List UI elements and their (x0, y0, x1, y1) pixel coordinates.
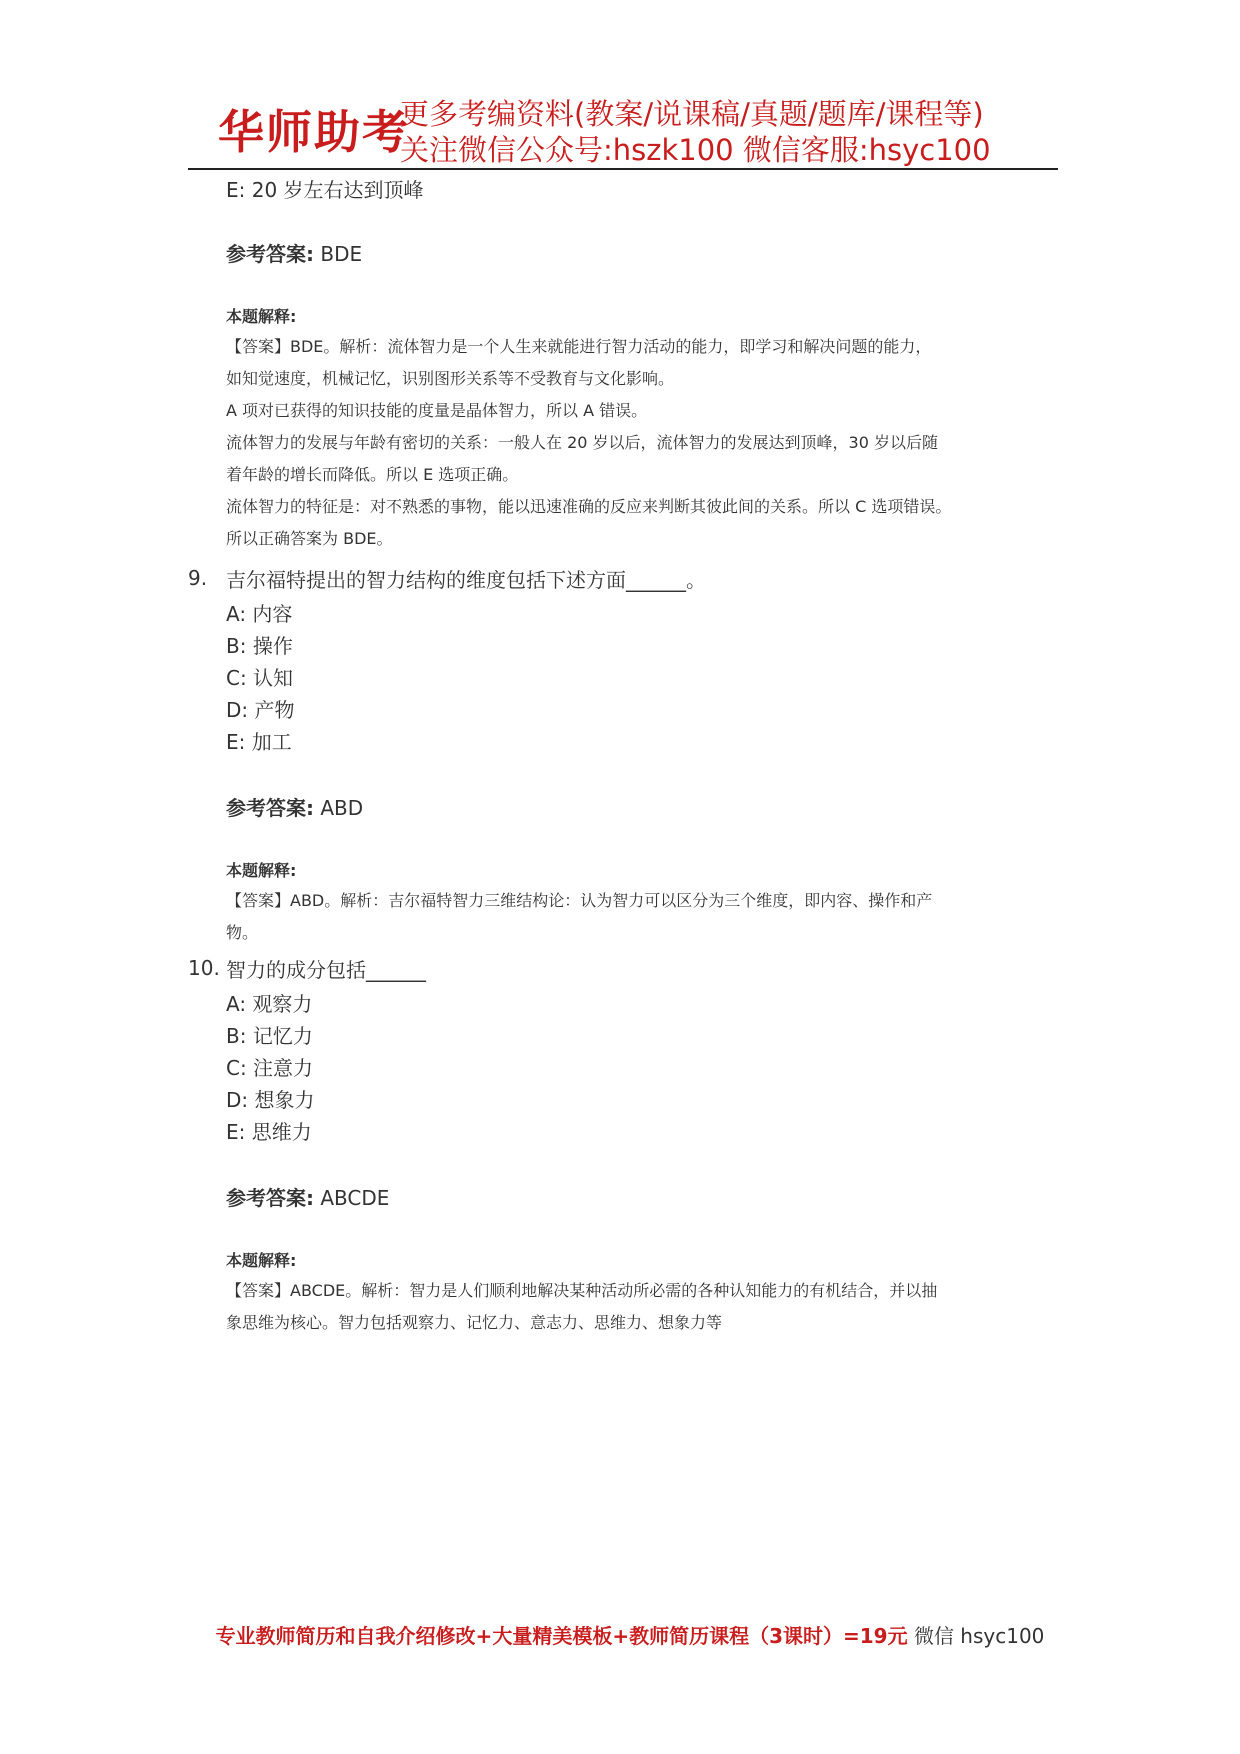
footer-contact: 微信 hsyc100 (907, 1624, 1045, 1648)
explanation-line: 流体智力的特征是：对不熟悉的事物，能以迅速准确的反应来判断其彼此间的关系。所以 C 选项错误。 (226, 497, 952, 516)
option-c: C: 注意力 (226, 1056, 314, 1080)
header-line-2: 关注微信公众号:hszk100 微信客服:hsyc100 (400, 133, 991, 167)
option-c: C: 认知 (226, 666, 294, 690)
explanation-line: 流体智力的发展与年龄有密切的关系：一般人在 20 岁以后，流体智力的发展达到顶峰，30 岁以后随 (226, 433, 938, 452)
option-d: D: 想象力 (226, 1088, 315, 1112)
option-a: A: 观察力 (226, 992, 313, 1016)
footer-promo-text: 专业教师简历和自我介绍修改+大量精美模板+教师简历课程（3课时）=19元 (215, 1624, 908, 1648)
reference-answer: 参考答案: ABD (226, 796, 364, 820)
option-e: E: 20 岁左右达到顶峰 (226, 178, 424, 202)
explanation-line: 【答案】ABCDE。解析：智力是人们顺利地解决某种活动所必需的各种认知能力的有机结合，并以抽 (226, 1281, 938, 1300)
option-b: B: 操作 (226, 634, 293, 658)
explanation-line: 如知觉速度，机械记忆，识别图形关系等不受教育与文化影响。 (226, 369, 675, 388)
explanation-title: 本题解释: (226, 861, 297, 880)
option-e: E: 思维力 (226, 1120, 312, 1144)
option-b: B: 记忆力 (226, 1024, 313, 1048)
explanation-title: 本题解释: (226, 1251, 297, 1270)
reference-answer: 参考答案: ABCDE (226, 1186, 390, 1210)
option-a: A: 内容 (226, 602, 293, 626)
explanation-line: 象思维为核心。智力包括观察力、记忆力、意志力、思维力、想象力等 (226, 1313, 723, 1332)
explanation-line: 所以正确答案为 BDE。 (226, 529, 393, 548)
footer-promo (190, 1620, 1070, 1649)
header-promo (400, 96, 991, 168)
page-header (190, 90, 1060, 170)
reference-answer: 参考答案: BDE (226, 242, 363, 266)
explanation-line: A 项对已获得的知识技能的度量是晶体智力，所以 A 错误。 (226, 401, 648, 420)
explanation-title: 本题解释: (226, 307, 297, 326)
header-line-1: 更多考编资料(教案/说课稿/真题/题库/课程等) (400, 97, 984, 131)
brand-logo: 华师助考 (218, 105, 410, 159)
option-d: D: 产物 (226, 698, 295, 722)
option-e: E: 加工 (226, 730, 292, 754)
header-divider (188, 168, 1058, 170)
explanation-line: 【答案】ABD。解析：吉尔福特智力三维结构论：认为智力可以区分为三个维度，即内容、操作和产 (226, 891, 933, 910)
explanation-line: 着年龄的增长而降低。所以 E 选项正确。 (226, 465, 519, 484)
explanation-line: 【答案】BDE。解析：流体智力是一个人生来就能进行智力活动的能力，即学习和解决问题的能力， (226, 337, 932, 356)
question-number: 9. (188, 566, 208, 590)
question-text: 智力的成分包括______ (226, 958, 426, 982)
question-text: 吉尔福特提出的智力结构的维度包括下述方面______。 (226, 568, 706, 592)
question-number: 10. (188, 956, 220, 980)
explanation-line: 物。 (226, 923, 259, 942)
